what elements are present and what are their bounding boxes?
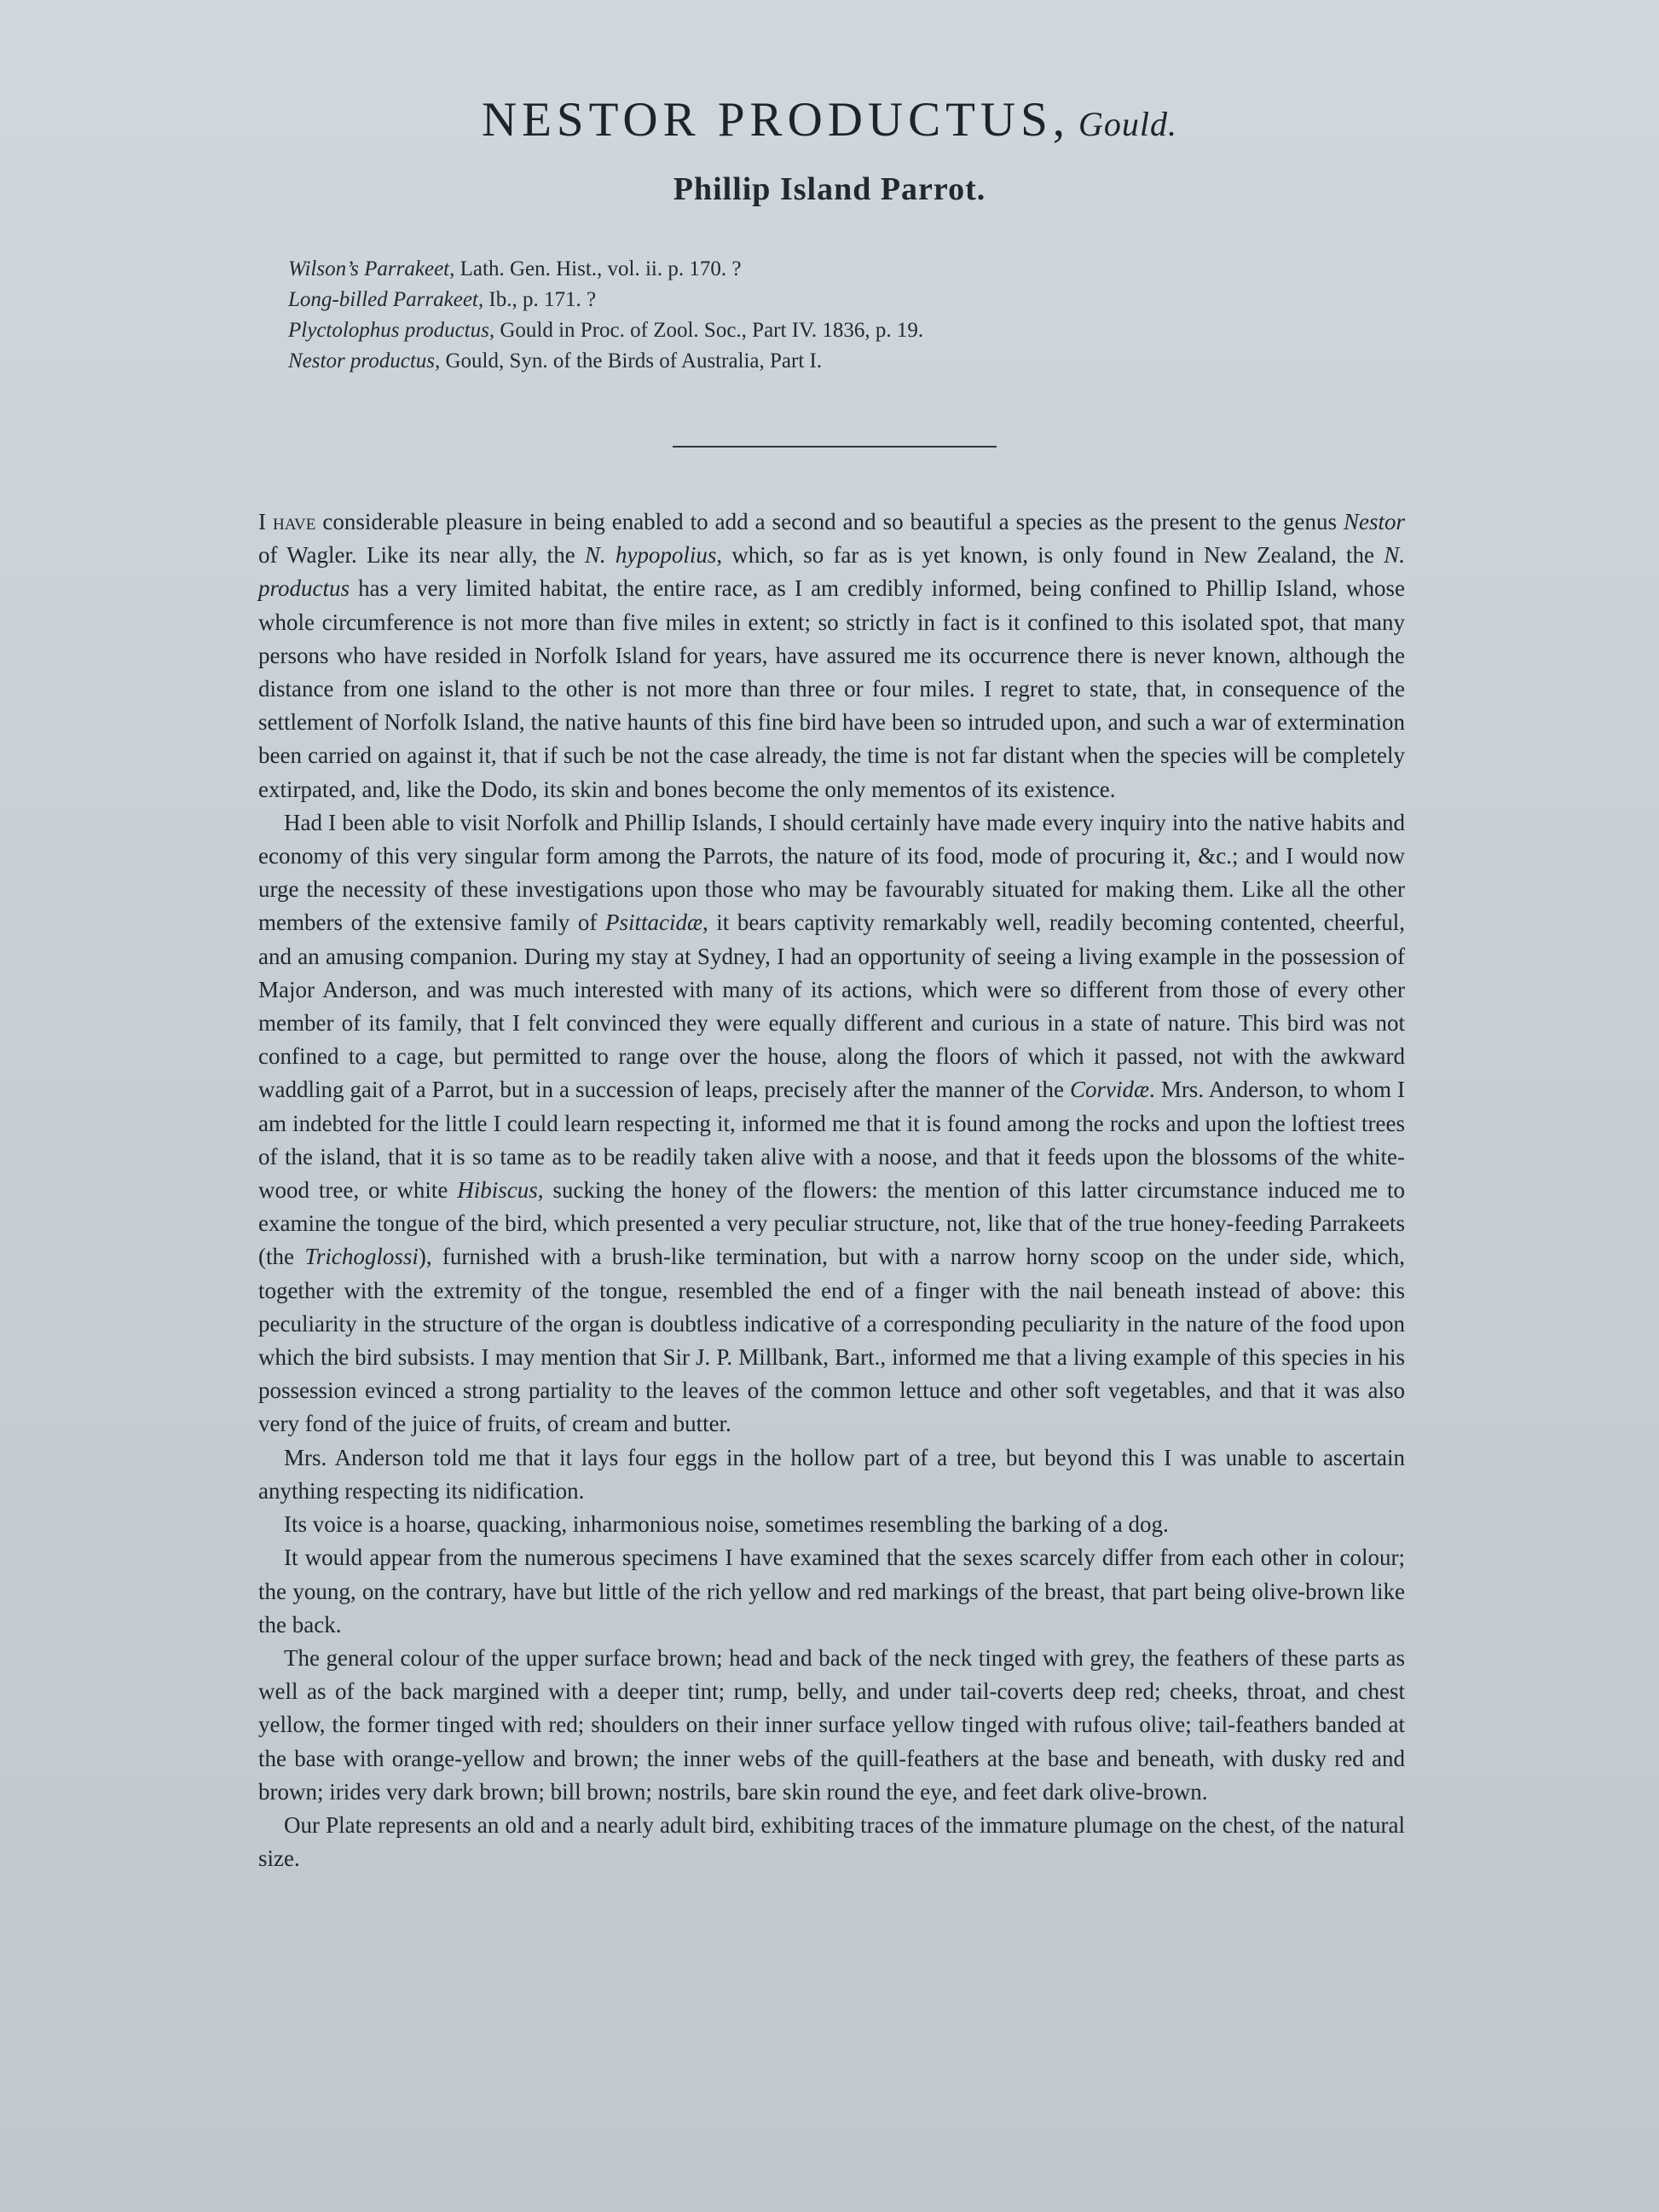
synonym-entry <box>288 285 923 315</box>
text-run: , it bears captivity remarkably well, readily becoming contented, cheerful, and an amusing companion. During my stay at Sydney, I had an opportunity of seeing a living example in the possession of Major Anderson, and was much interested with many of its actions, which were so different from those of every other member of its family, that I felt convinced they were equally different and curious in a state of nature. This bird was not confined to a cage, but permitted to range over the house, along the floors of which it passed, not with the awkward waddling gait of a Parrot, but in a succession of leaps, precisely after the manner of the <box>258 910 1405 1103</box>
italic-term: N. hypopolius <box>584 542 717 569</box>
text-run: considerable pleasure in being enabled to add a second and so beautiful a species as the present to the genus <box>315 509 1344 534</box>
italic-term: Corvidæ <box>1070 1077 1150 1103</box>
section-divider <box>673 446 997 448</box>
paragraph-4: Its voice is a hoarse, quacking, inharmonious noise, sometimes resembling the barking of a dog. <box>284 1511 1169 1538</box>
synonym-reference: Gould in Proc. of Zool. Soc., Part IV. 1836, p. 19. <box>494 319 924 342</box>
paragraph-6: The general colour of the upper surface brown; head and back of the neck tinged with grey, the feathers of these parts as well as of the back margined with a deeper tint; rump, belly, and under tail-coverts deep red; cheeks, throat, and chest yellow, the former tinged with red; shoulders on their inner surface yellow tinged with rufous olive; tail-feathers banded at the base with orange-yellow and brown; the inner webs of the quill-feathers at the base and beneath, with dusky red and brown; irides very dark brown; bill brown; nostrils, bare skin round the eye, and feet dark olive-brown. <box>258 1644 1405 1805</box>
text-run: . Mrs. Anderson, to whom I am indebted for the little I could learn respecting it, informed me that it is found among the rocks and upon the loftiest trees of the island, that it is so tame as to be readily taken alive with a noose, and that it feeds upon the blossoms of the white-wood tree, or white <box>258 1077 1405 1204</box>
synonym-reference: Lath. Gen. Hist., vol. ii. p. 170. ? <box>454 257 742 280</box>
paragraph-1 <box>258 505 1405 806</box>
paragraph-2 <box>258 806 1405 1441</box>
italic-term: N. productus <box>258 542 1405 602</box>
synonym-entry <box>288 315 923 346</box>
species-name: NESTOR PRODUCTUS, <box>481 93 1071 147</box>
synonym-entry <box>288 346 923 377</box>
text-run: , sucking the honey of the flowers: the mention of this latter circumstance induced me to examine the tongue of the bird, which presented a very peculiar structure, not, like that of the true honey-feeding Parrakeets (the <box>258 1177 1406 1270</box>
small-caps-word: have <box>273 509 316 534</box>
synonym-name: Long-billed Parrakeet, <box>288 288 484 311</box>
species-author: Gould. <box>1078 105 1178 143</box>
text-run: has a very limited habitat, the entire race, as I am credibly informed, being confined to Phillip Island, whose whole circumference is not more than five miles in extent; so strictly in fact is it confined to this isolated spot, that many persons who have resided in Norfolk Island for years, have assured me its occurrence there is never known, although the distance from one island to the other is not more than three or four miles. I regret to state, that, in consequence of the settlement of Norfolk Island, the native haunts of this fine bird have been so intruded upon, and such a war of extermination been carried on against it, that if such be not the case already, the time is not far distant when the species will be completely extirpated, and, like the Dodo, its skin and bones become the only mementos of its existence. <box>258 575 1405 802</box>
synonym-name: Wilson’s Parrakeet, <box>288 257 455 280</box>
page-title <box>0 92 1659 147</box>
text-run: , which, so far as is yet known, is only found in New Zealand, the <box>716 542 1384 569</box>
italic-term: Hibiscus <box>457 1177 538 1204</box>
italic-term: Nestor <box>1343 509 1405 534</box>
synonym-reference: Ib., p. 171. ? <box>483 288 597 311</box>
text-run: I <box>258 509 273 534</box>
paragraph-3: Mrs. Anderson told me that it lays four eggs in the hollow part of a tree, but beyond this I was unable to ascertain anything respecting its nidification. <box>258 1444 1405 1504</box>
paragraph-5: It would appear from the numerous specimens I have examined that the sexes scarcely differ from each other in colour; the young, on the contrary, have but little of the rich yellow and red markings of the breast, that part being olive-brown like the back. <box>258 1545 1405 1637</box>
synonym-name: Plyctolophus productus, <box>288 319 495 342</box>
paragraph-7: Our Plate represents an old and a nearly adult bird, exhibiting traces of the immature plumage on the chest, of the natural size. <box>258 1811 1405 1872</box>
synonym-entry <box>288 254 923 285</box>
synonym-name: Nestor productus, <box>288 349 441 373</box>
text-run: Had I been able to visit Norfolk and Phillip Islands, I should certainly have made every inquiry into the native habits and economy of this very singular form among the Parrots, the nature of its food, mode of procuring it, &c.; and I would now urge the necessity of these investigations upon those who may be favourably situated for making them. Like all the other members of the extensive family of <box>258 809 1405 936</box>
italic-term: Psittacidæ <box>604 910 702 936</box>
synonym-list <box>288 254 923 377</box>
body-text <box>258 505 1405 1875</box>
synonym-reference: Gould, Syn. of the Birds of Australia, Part I. <box>440 349 823 373</box>
common-name: Phillip Island Parrot. <box>673 171 986 207</box>
text-run: ), furnished with a brush-like termination, but with a narrow horny scoop on the under side, which, together with the extremity of the tongue, resembled the end of a finger with the nail beneath instead of above: this peculiarity in the structure of the organ is doubtless indicative of a corresponding peculiarity in the nature of the food upon which the bird subsists. I may mention that Sir J. P. Millbank, Bart., informed me that a living example of this species in his possession evinced a strong partiality to the leaves of the common lettuce and other soft vegetables, and that it was also very fond of the juice of fruits, of cream and butter. <box>258 1244 1405 1437</box>
italic-term: Trichoglossi <box>304 1244 419 1270</box>
text-run: of Wagler. Like its near ally, the <box>258 542 585 569</box>
